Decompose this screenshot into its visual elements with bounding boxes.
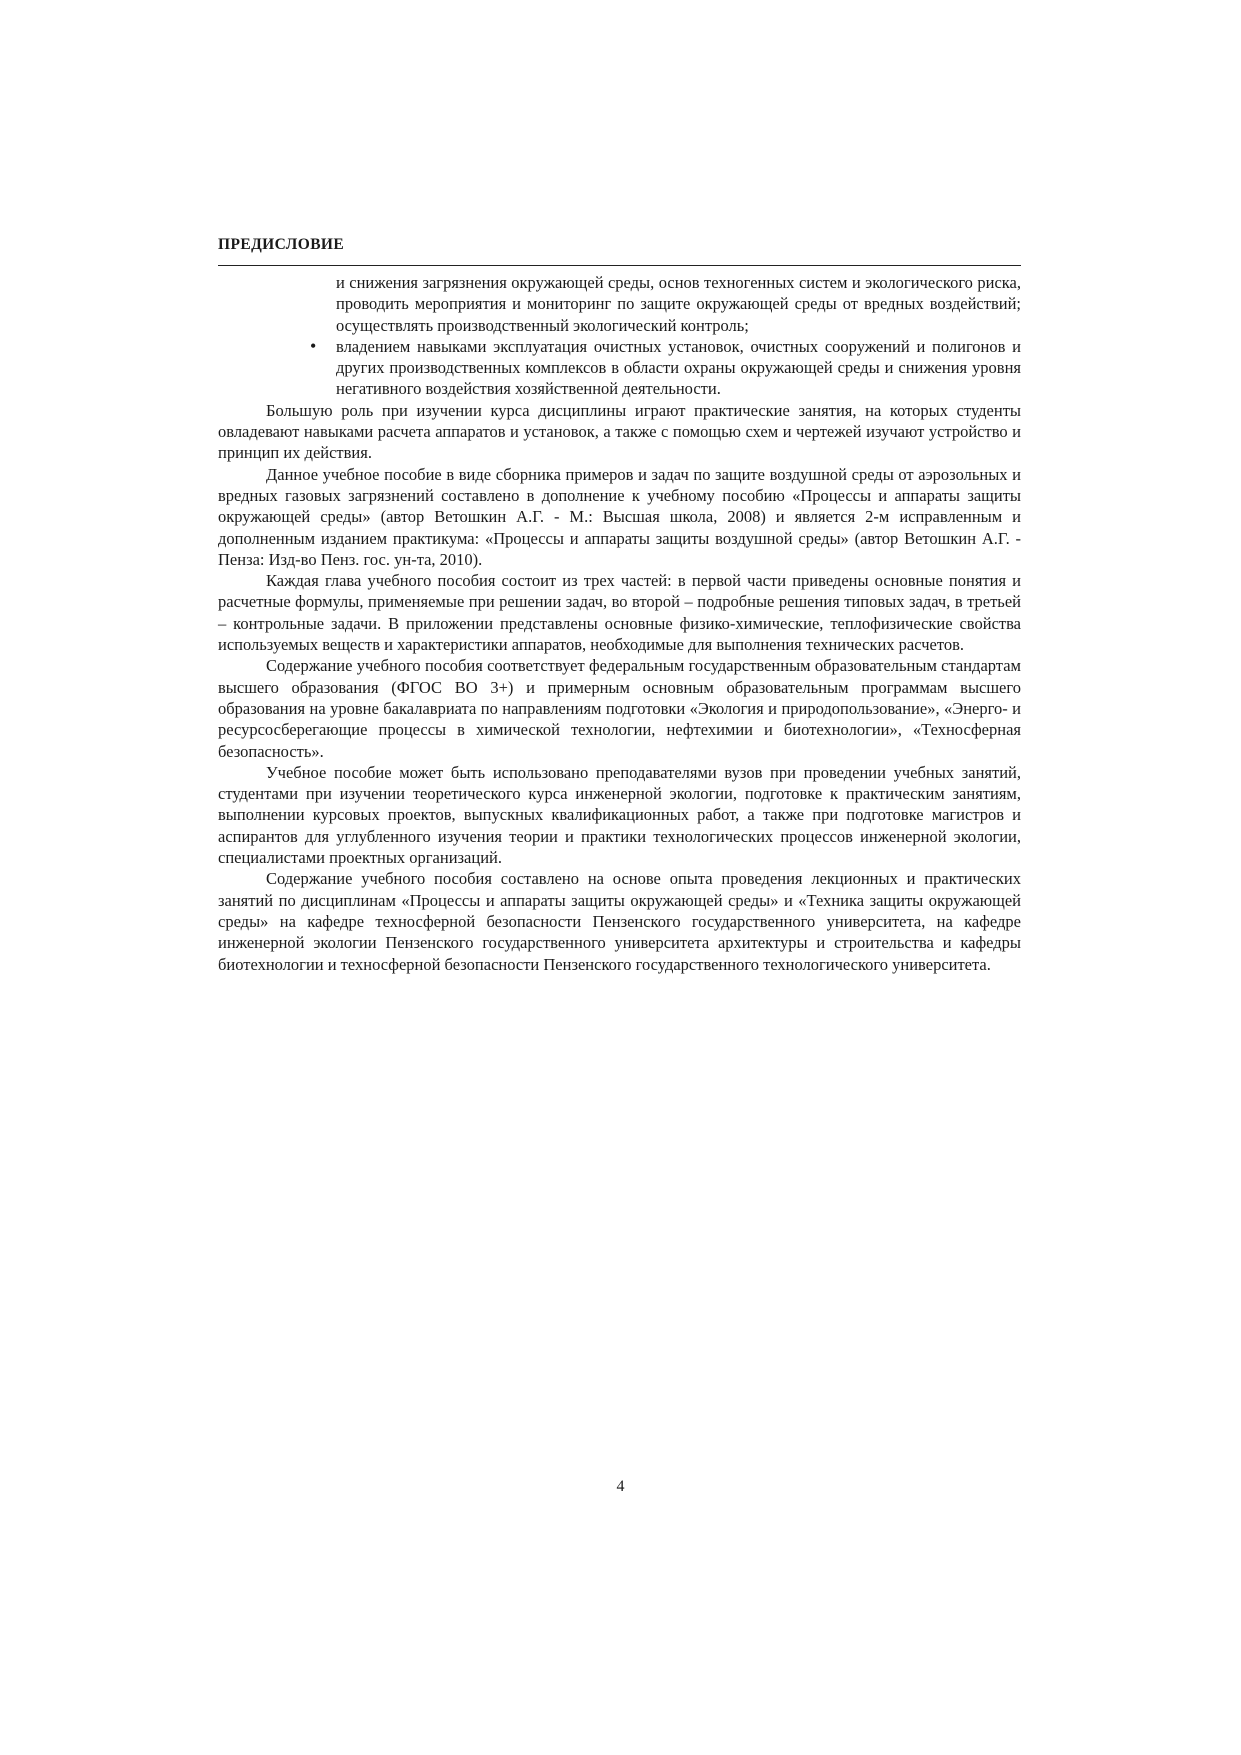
section-header: ПРЕДИСЛОВИЕ	[218, 236, 345, 253]
list-continuation: и снижения загрязнения окружающей среды, основ техногенных систем и экологического риска, проводить мероприятия и мониторинг по защите окружающей среды от вредных воздействий; осуществлять производственный экологический контроль;	[336, 273, 1021, 335]
page-number: 4	[616, 1478, 625, 1495]
body-text	[218, 272, 1021, 975]
paragraph-chapter-structure: Каждая глава учебного пособия состоит из трех частей: в первой части приведены основные понятия и расчетные формулы, применяемые при решении задач, во второй – подробные решения типовых задач, в третьей – контрольные задачи. В приложении представлены основные физико-химические, теплофизические свойства используемых веществ и характеристики аппаратов, необходимые для выполнения технических расчетов.	[218, 571, 1021, 655]
bullet-icon: •	[310, 335, 317, 356]
bullet-item	[310, 336, 1021, 400]
paragraph-origin: Содержание учебного пособия составлено на основе опыта проведения лекционных и практических занятий по дисциплинам «Процессы и аппараты защиты окружающей среды» и «Техника защиты окружающей среды» на кафедре техносферной безопасности Пензенского государственного университета, на кафедре инженерной экологии Пензенского государственного университета архитектуры и строительства и кафедры биотехнологии и техносферной безопасности Пензенского государственного технологического университета.	[218, 869, 1021, 974]
paragraph-practical-classes: Большую роль при изучении курса дисциплины играют практические занятия, на которых студенты овладевают навыками расчета аппаратов и установок, а также с помощью схем и чертежей изучают устройство и принцип их действия.	[218, 400, 1021, 463]
bullet-item-text: владением навыками эксплуатация очистных установок, очистных сооружений и полигонов и других производственных комплексов в области охраны окружающей среды и снижения уровня негативного воздействия хозяйственной деятельности.	[336, 336, 1021, 399]
paragraph-textbook-description: Данное учебное пособие в виде сборника примеров и задач по защите воздушной среды от аэрозольных и вредных газовых загрязнений составлено в дополнение к учебному пособию «Процессы и аппараты защиты окружающей среды» (автор Ветошкин А.Г. - М.: Высшая школа, 2008) и является 2-м исправленным и дополненным изданием практикума: «Процессы и аппараты защиты воздушной среды» (автор Ветошкин А.Г. - Пенза: Изд-во Пенз. гос. ун-та, 2010).	[218, 464, 1021, 569]
header-divider	[218, 265, 1021, 266]
paragraph-standards: Содержание учебного пособия соответствует федеральным государственным образовательным стандартам высшего образования (ФГОС ВО 3+) и примерным основным образовательным программам высшего образования на уровне бакалавриата по направлениям подготовки «Экология и природопользование», «Энерго- и ресурсосберегающие процессы в химической технологии, нефтехимии и биотехнологии», «Техносферная безопасность».	[218, 656, 1021, 761]
paragraph-audience: Учебное пособие может быть использовано преподавателями вузов при проведении учебных занятий, студентами при изучении теоретического курса инженерной экологии, подготовке к практическим занятиям, выполнении курсовых проектов, выпускных квалификационных работ, а также при подготовке магистров и аспирантов для углубленного изучения теории и практики технологических процессов инженерной экологии, специалистами проектных организаций.	[218, 762, 1021, 868]
